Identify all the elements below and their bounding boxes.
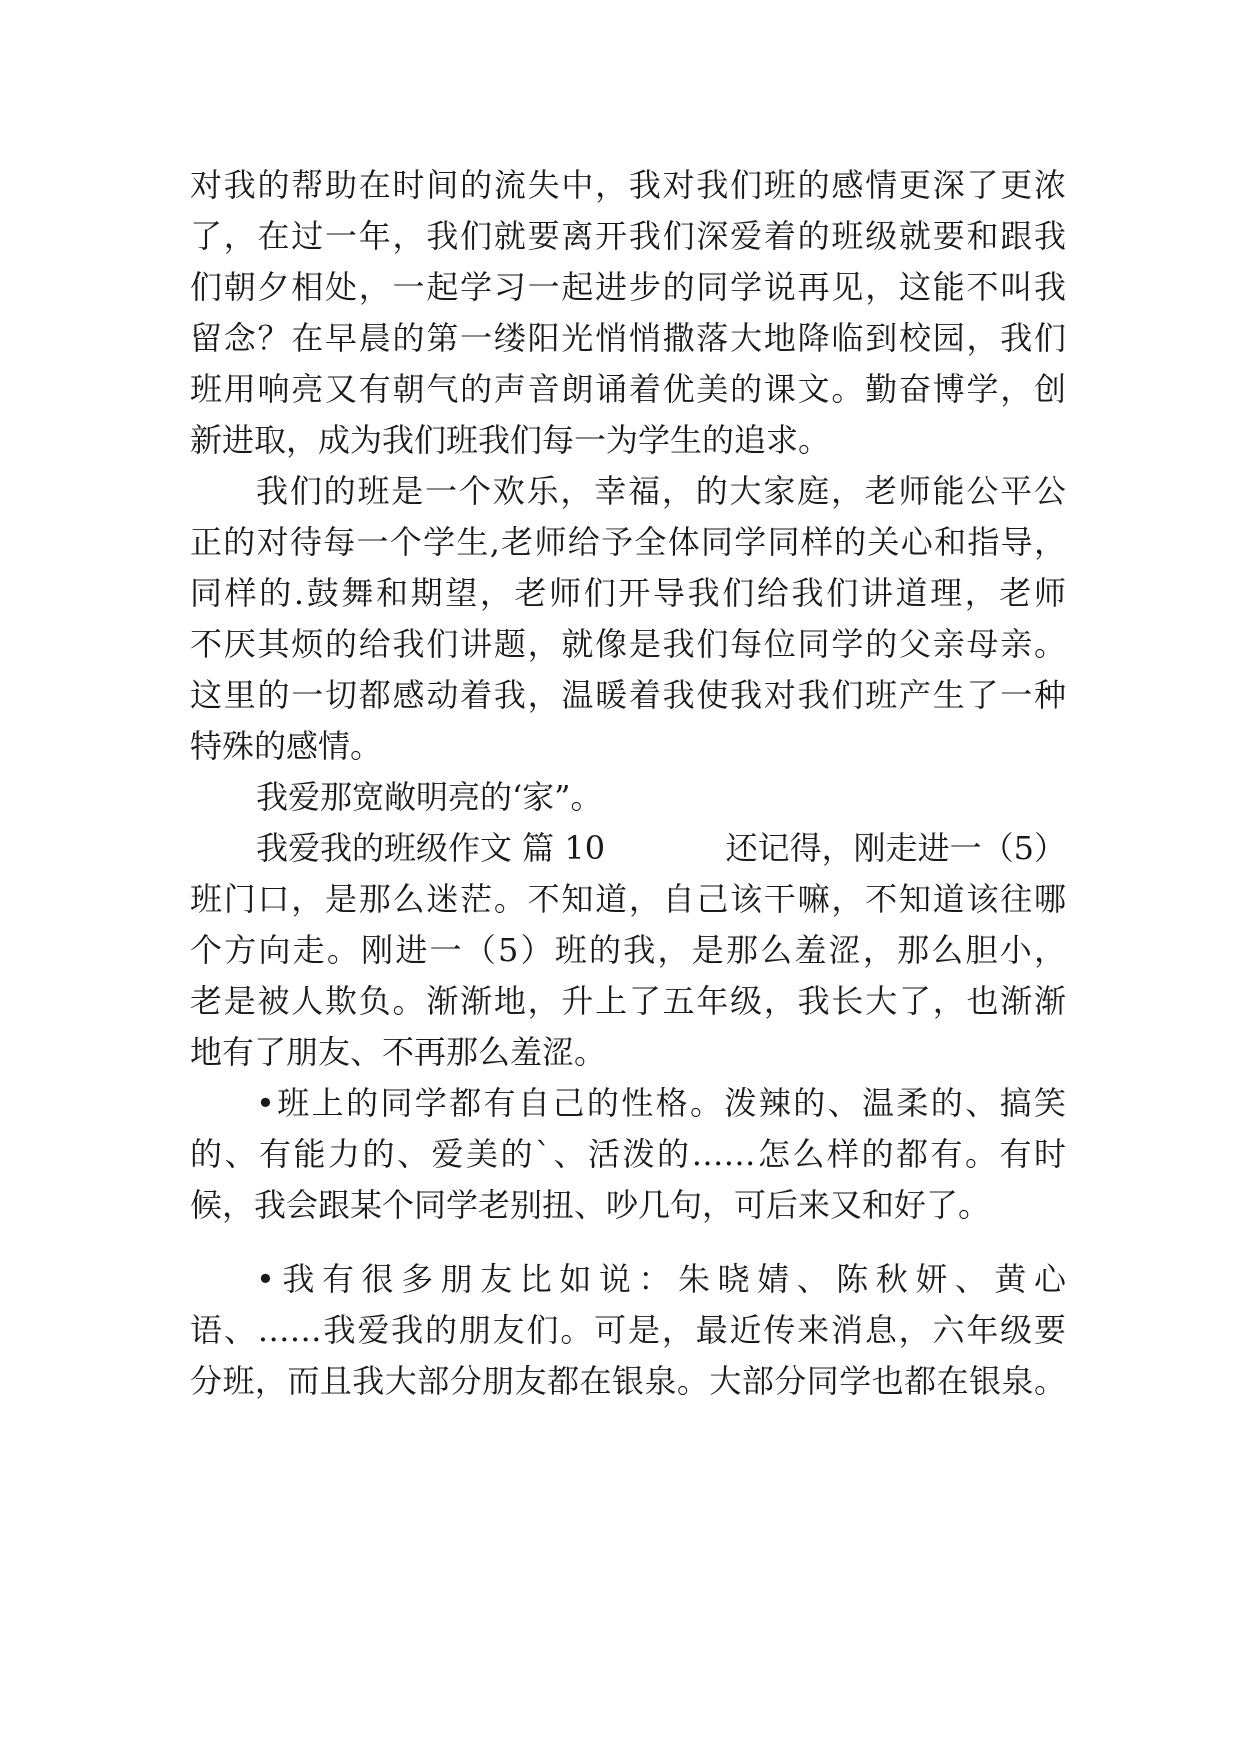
text-line: 地有了朋友、不再那么羞涩。 — [190, 1033, 607, 1071]
text-line: 们朝夕相处，一起学习一起进步的同学说再见，这能不叫我 — [190, 268, 1066, 306]
paragraph — [190, 160, 1066, 466]
text-line: •我有很多朋友比如说：朱晓婧、陈秋妍、黄心 — [256, 1260, 1066, 1298]
text-line: 的、有能力的、爱美的`、活泼的……怎么样的都有。有时 — [190, 1135, 1066, 1173]
bullet-paragraph — [190, 1078, 1066, 1231]
text-line: 对我的帮助在时间的流失中，我对我们班的感情更深了更浓 — [190, 166, 1066, 204]
text-line: 留念？在早晨的第一缕阳光悄悄撒落大地降临到校园，我们 — [190, 319, 1066, 357]
text-line: 同样的.鼓舞和期望，老师们开导我们给我们讲道理，老师 — [190, 574, 1066, 612]
paragraph — [190, 823, 1066, 1078]
text-line: 语、……我爱我的朋友们。可是，最近传来消息，六年级要 — [190, 1311, 1066, 1349]
text-line: 特殊的感情。 — [190, 727, 383, 765]
text-line: 候，我会跟某个同学老别扭、吵几句，可后来又和好了。 — [190, 1186, 991, 1224]
text-line: 这里的一切都感动着我，温暖着我使我对我们班产生了一种 — [190, 676, 1066, 714]
bullet-paragraph — [190, 1254, 1066, 1407]
paragraph — [190, 772, 1066, 823]
text-line: 不厌其烦的给我们讲题，就像是我们每位同学的父亲母亲。 — [190, 625, 1066, 663]
text-line: 分班，而且我大部分朋友都在银泉。大部分同学也都在银泉。 — [190, 1362, 1066, 1400]
text-line: 老是被人欺负。渐渐地，升上了五年级，我长大了，也渐渐 — [190, 982, 1066, 1020]
text-line: 了，在过一年，我们就要离开我们深爱着的班级就要和跟我 — [190, 217, 1066, 255]
text-line: 我爱那宽敞明亮的‘家”。 — [256, 778, 603, 816]
essay-heading-line — [190, 823, 1066, 874]
essay-opening-text: 还记得，刚走进一（5） — [725, 829, 1066, 867]
text-line: 新进取，成为我们班我们每一为学生的追求。 — [190, 421, 831, 459]
document-body — [190, 160, 1066, 1407]
essay-heading: 我爱我的班级作文 篇 10 — [256, 829, 606, 867]
paragraph — [190, 466, 1066, 772]
text-line: 班门口，是那么迷茫。不知道，自己该干嘛，不知道该往哪 — [190, 880, 1066, 918]
text-line: 个方向走。刚进一（5）班的我，是那么羞涩，那么胆小， — [190, 931, 1066, 969]
text-line: 我们的班是一个欢乐，幸福，的大家庭，老师能公平公 — [256, 472, 1066, 510]
text-line: 班用响亮又有朝气的声音朗诵着优美的课文。勤奋博学，创 — [190, 370, 1066, 408]
text-line: •班上的同学都有自己的性格。泼辣的、温柔的、搞笑 — [256, 1084, 1066, 1122]
text-line: 正的对待每一个学生,老师给予全体同学同样的关心和指导， — [190, 523, 1066, 561]
